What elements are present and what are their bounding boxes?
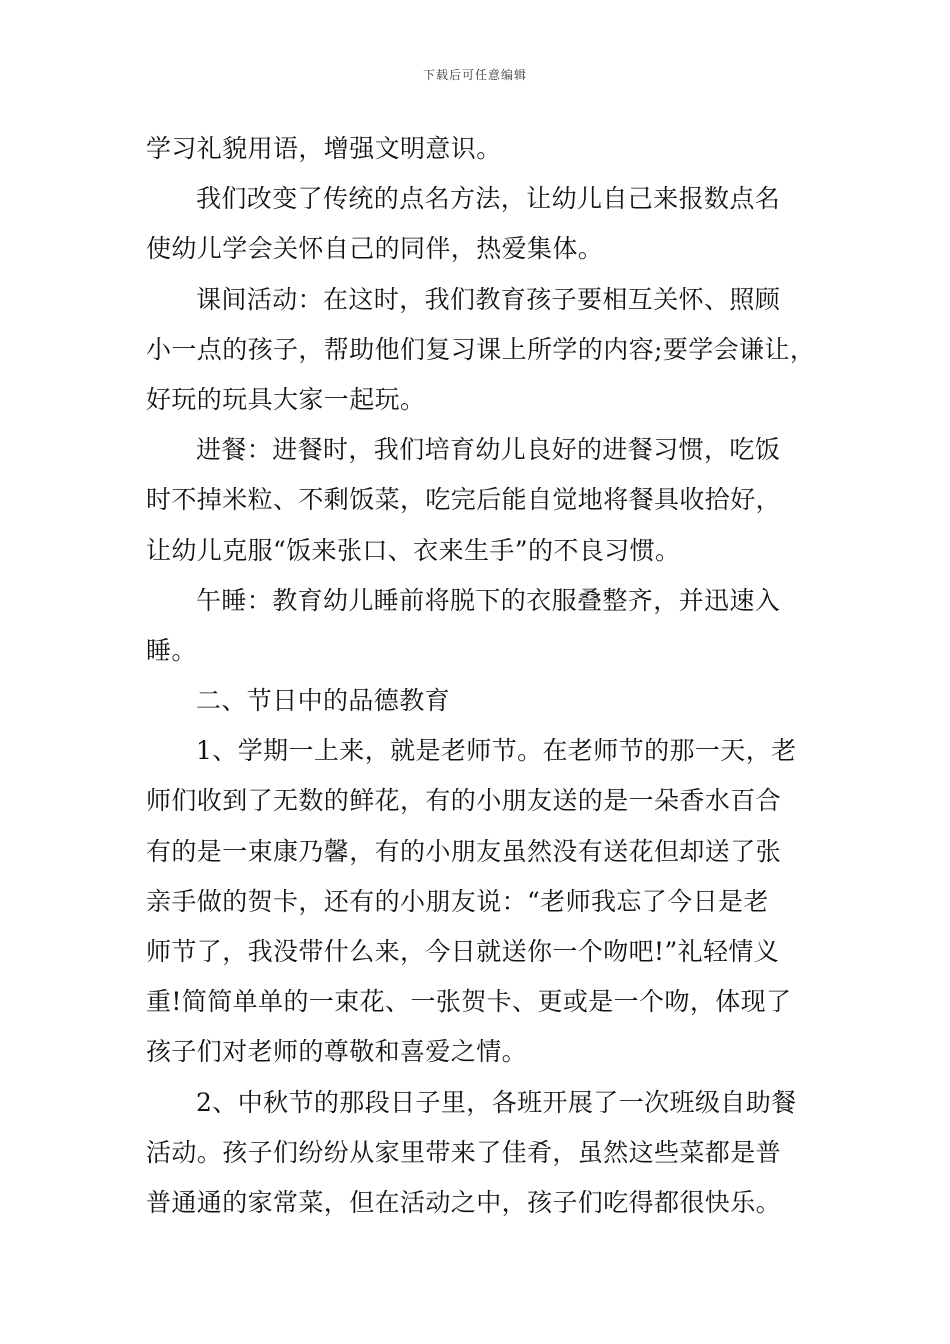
text-line: 孩子们对老师的尊敬和喜爱之情。 xyxy=(146,1037,528,1067)
text-line: 有的是一束康乃馨，有的小朋友虽然没有送花但却送了张 xyxy=(146,836,782,866)
text-line: 午睡：教育幼儿睡前将脱下的衣服叠整齐，并迅速入 xyxy=(196,585,781,615)
text-line: 亲手做的贺卡，还有的小朋友说：“老师我忘了今日是老 xyxy=(146,886,769,916)
text-line: 普通通的家常菜，但在活动之中，孩子们吃得都很快乐。 xyxy=(146,1187,782,1217)
text-line: 睡。 xyxy=(146,635,197,665)
text-line: 使幼儿学会关怀自己的同伴，热爱集体。 xyxy=(146,234,604,264)
text-line: 我们改变了传统的点名方法，让幼儿自己来报数点名 xyxy=(196,184,781,214)
text-line: 学习礼貌用语，增强文明意识。 xyxy=(146,134,502,163)
text-line: 重!简简单单的一束花、一张贺卡、更或是一个吻，体现了 xyxy=(146,987,792,1017)
text-line: 进餐：进餐时，我们培育幼儿良好的进餐习惯，吃饭 xyxy=(196,435,781,465)
page-header: 下载后可任意编辑 xyxy=(422,68,527,82)
text-line: 活动。孩子们纷纷从家里带来了佳肴，虽然这些菜都是普 xyxy=(146,1137,782,1167)
text-line: 小一点的孩子，帮助他们复习课上所学的内容;要学会谦让， xyxy=(146,334,816,364)
text-line: 2、中秋节的那段日子里，各班开展了一次班级自助餐 xyxy=(196,1087,797,1117)
document-body xyxy=(146,124,814,1228)
text-line: 课间活动：在这时，我们教育孩子要相互关怀、照顾 xyxy=(196,284,781,314)
text-line: 让幼儿克服“饭来张口、衣来生手”的不良习惯。 xyxy=(146,535,681,565)
text-line: 时不掉米粒、不剩饭菜，吃完后能自觉地将餐具收拾好， xyxy=(146,485,782,515)
text-line: 师们收到了无数的鲜花，有的小朋友送的是一朵香水百合 xyxy=(146,786,782,816)
text-line: 好玩的玩具大家一起玩。 xyxy=(146,384,426,414)
section-heading: 二、节日中的品德教育 xyxy=(196,686,451,716)
text-line: 1、学期一上来，就是老师节。在老师节的那一天，老 xyxy=(196,736,797,766)
text-line: 师节了，我没带什么来，今日就送你一个吻吧!”礼轻情义 xyxy=(146,937,780,966)
